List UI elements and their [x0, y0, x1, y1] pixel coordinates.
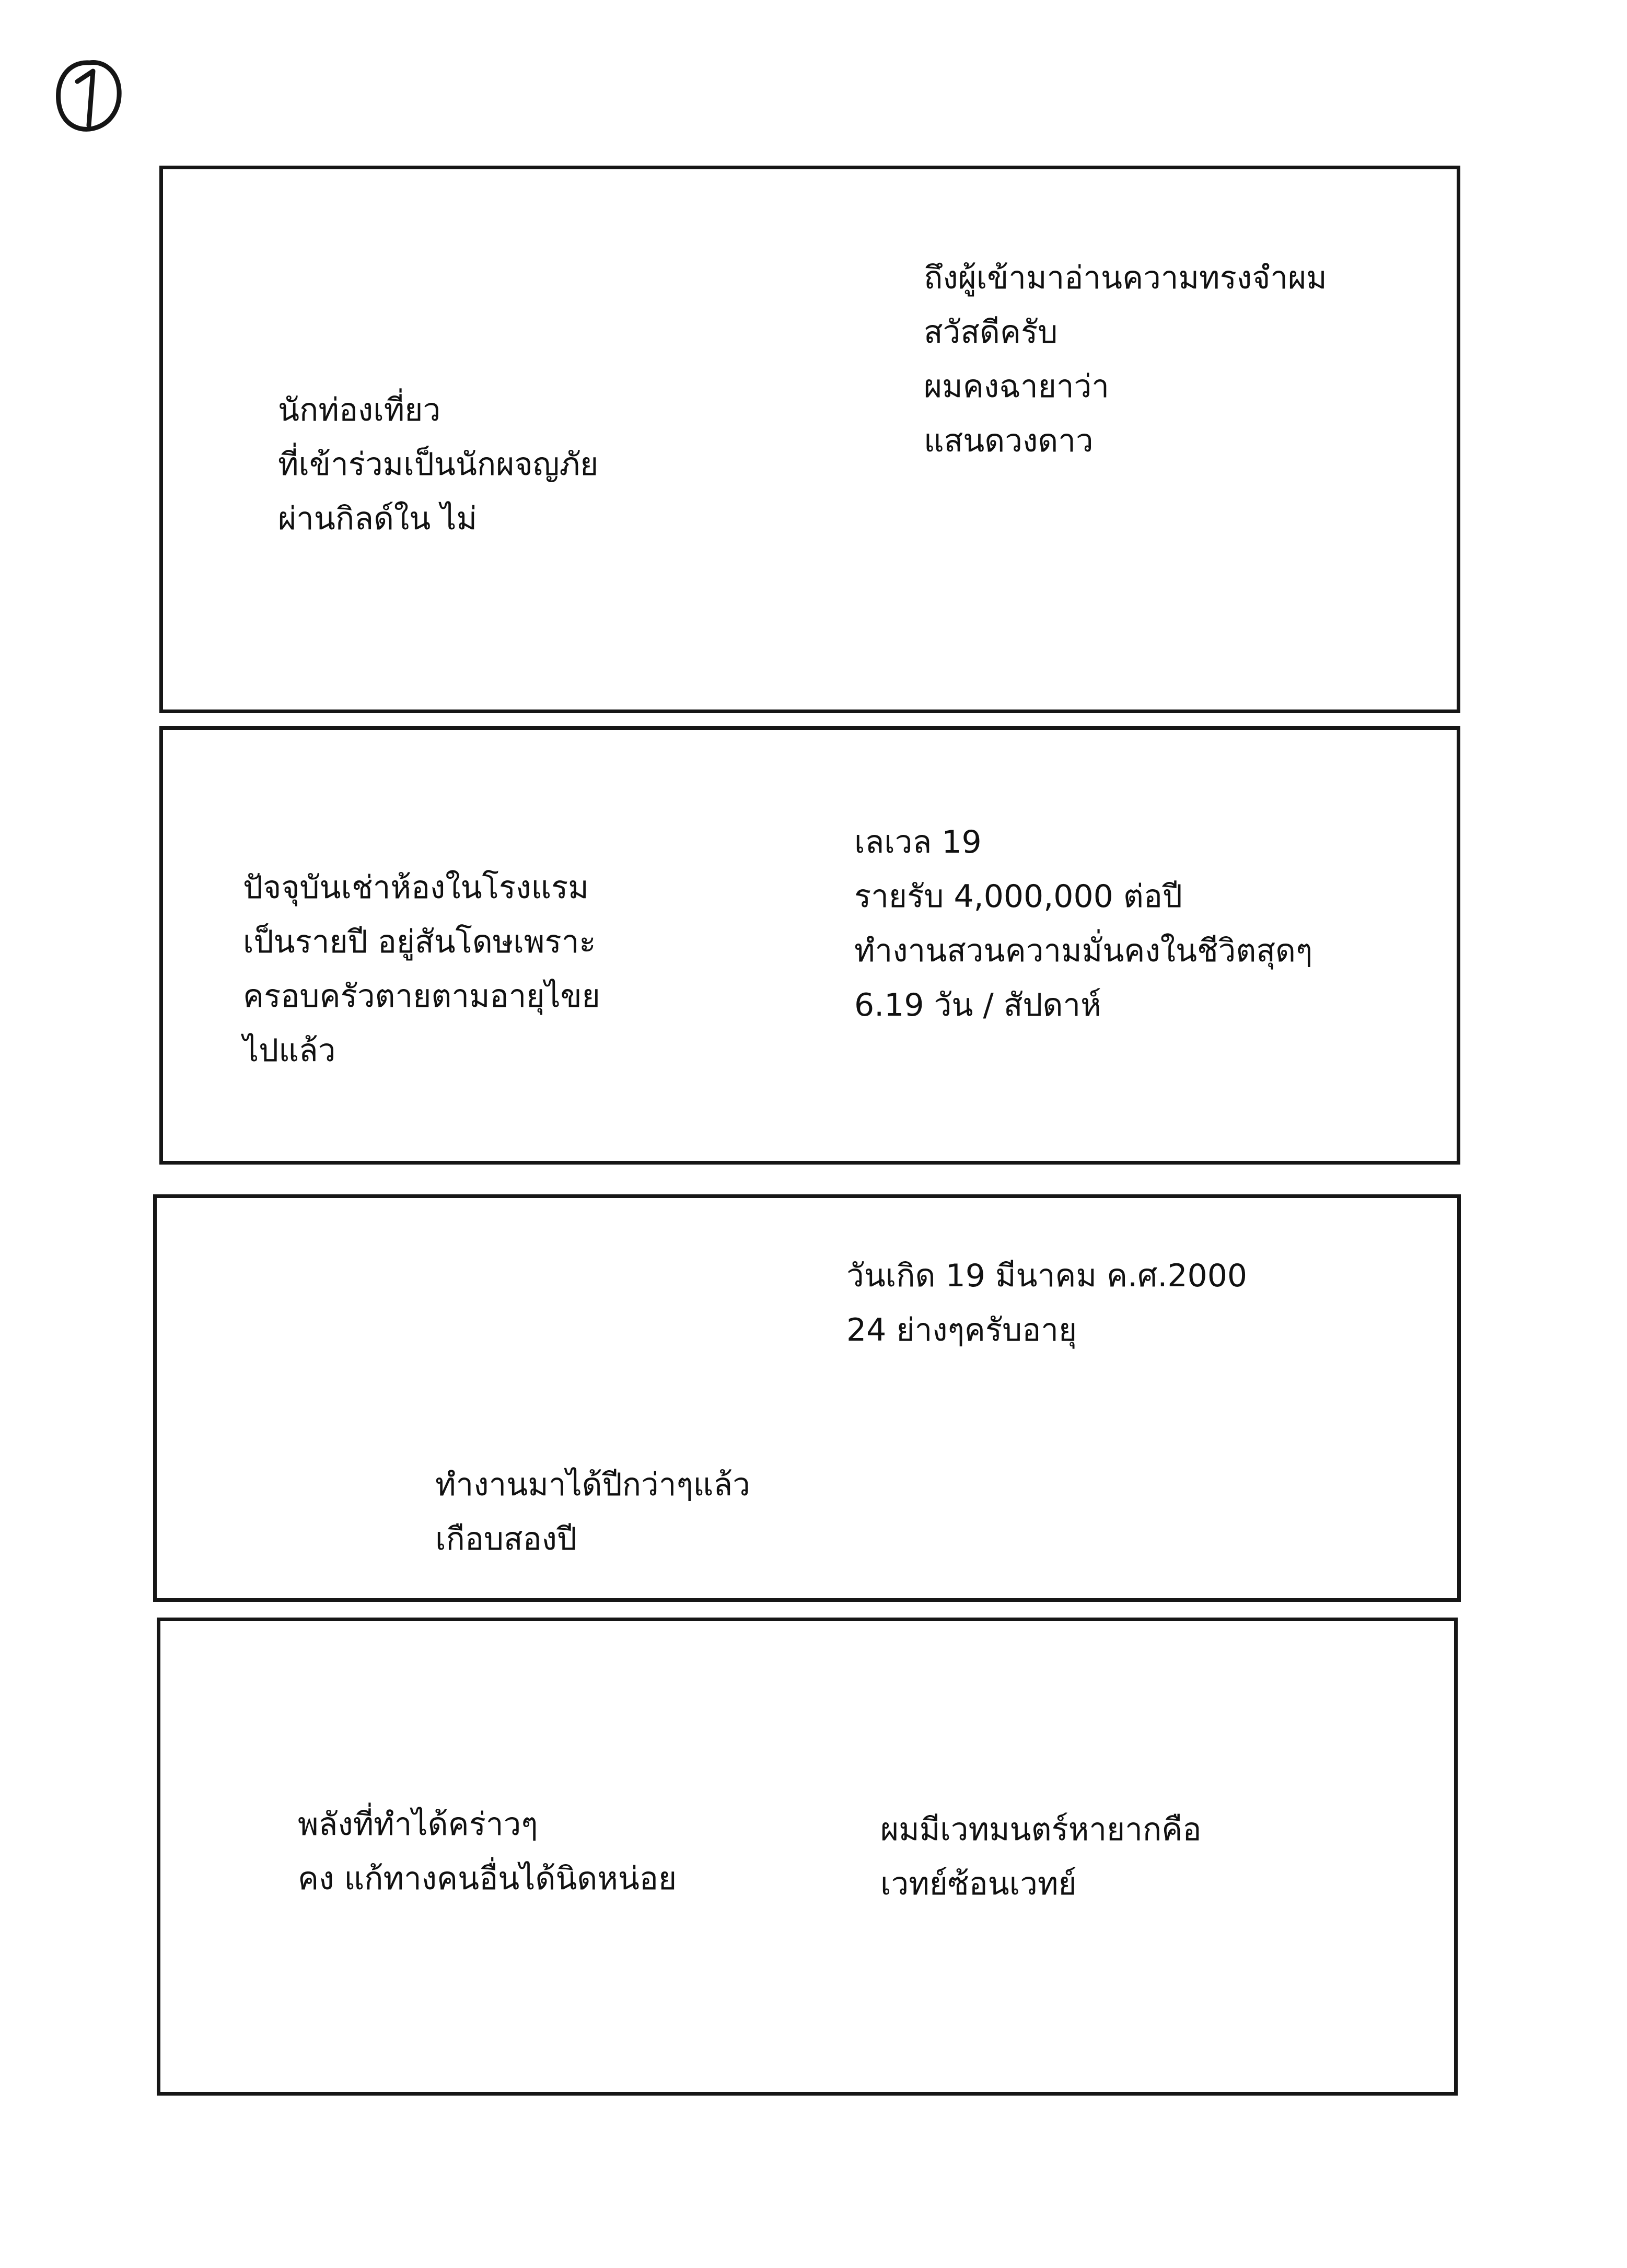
text-line: ที่เข้าร่วมเป็นนักผจญภัย: [278, 446, 599, 483]
comic-panel-3: [153, 1194, 1461, 1602]
text-line: ทำงานมาได้ปีกว่าๆแล้ว: [435, 1467, 750, 1503]
panel-4-right-text: [880, 1802, 1201, 1911]
panel-1-left-text: [278, 383, 598, 546]
panel-3-right-text: [846, 1249, 1247, 1357]
text-line: 24 ย่างๆครับอายุ: [846, 1312, 1077, 1348]
text-line: วันเกิด 19 มีนาคม ค.ศ.2000: [846, 1258, 1248, 1294]
text-line: ผ่านกิลด์ใน ไม่: [278, 501, 478, 537]
panel-4-left-text: [298, 1797, 677, 1906]
text-line: เลเวล 19: [854, 824, 982, 860]
panel-3-center-text: [435, 1458, 750, 1566]
text-line: ถึงผู้เข้ามาอ่านความทรงจำผม: [924, 260, 1327, 296]
text-line: นักท่องเที่ยว: [278, 392, 441, 428]
page-number-mark: [52, 56, 125, 135]
text-line: ผมคงฉายาว่า: [924, 368, 1109, 405]
text-line: ทำงานสวนความมั่นคงในชีวิตสุดๆ: [854, 933, 1313, 969]
panel-2-left-text: [243, 860, 600, 1078]
text-line: คง แก้ทางคนอื่นได้นิดหน่อย: [298, 1860, 677, 1897]
text-line: ไปแล้ว: [243, 1032, 336, 1069]
panel-2-right-text: [854, 815, 1312, 1032]
text-line: เกือบสองปี: [435, 1521, 577, 1557]
text-line: พลังที่ทำได้คร่าวๆ: [298, 1806, 538, 1843]
text-line: รายรับ 4,000,000 ต่อปี: [854, 878, 1182, 915]
text-line: เป็นรายปี อยู่สันโดษเพราะ: [243, 924, 596, 960]
text-line: ครอบครัวตายตามอายุไขย: [243, 978, 600, 1015]
panel-1-right-text: [924, 251, 1327, 468]
text-line: 6.19 วัน / สัปดาห์: [854, 987, 1101, 1023]
text-line: ผมมีเวทมนตร์หายากคือ: [880, 1811, 1202, 1848]
text-line: เวทย์ซ้อนเวทย์: [880, 1866, 1077, 1902]
text-line: ปัจจุบันเช่าห้องในโรงแรม: [243, 869, 589, 906]
text-line: สวัสดีครับ: [924, 314, 1058, 351]
text-line: แสนดวงดาว: [924, 423, 1094, 459]
